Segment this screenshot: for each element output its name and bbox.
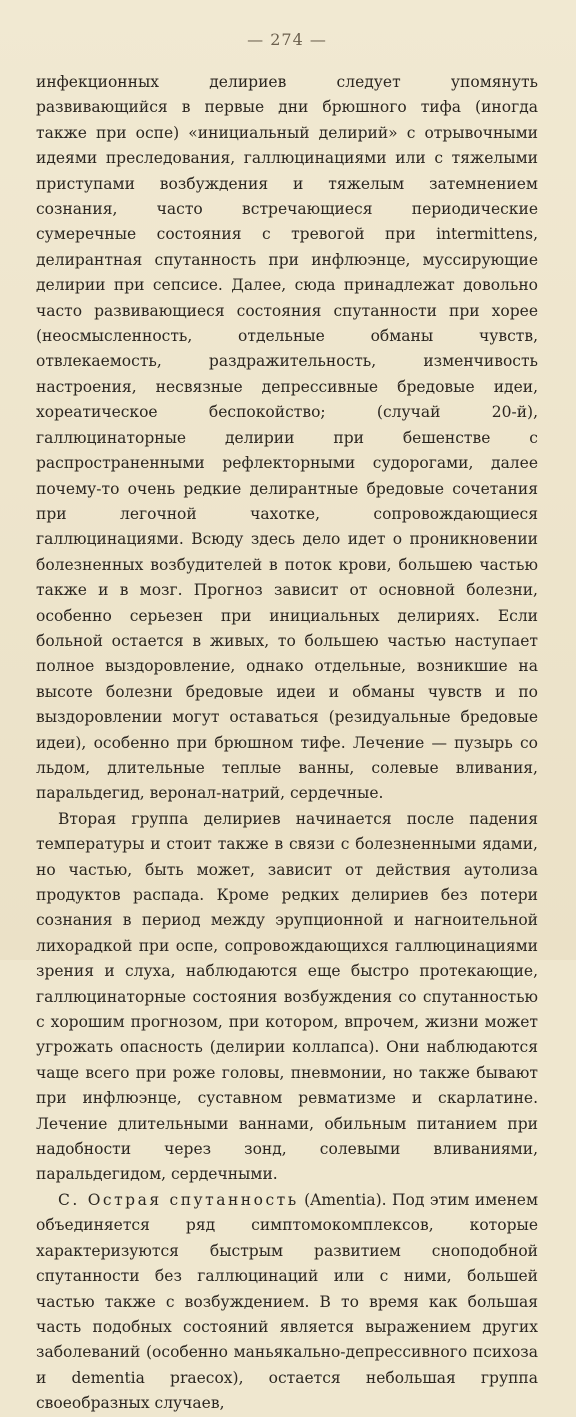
page-number: — 274 —	[247, 30, 327, 49]
paragraph-infectious-delirium: инфекционных делириев следует упомянуть развивающийся в первые дни брюшного тифа (иногда также при оспе) «инициальный делирий» с отрывочными идеями преследования, галлюцинациями или с тяжелыми приступами возбуждения и тяжелым затемнением сознания, часто встречающиеся периодические сумеречные состояния с тревогой при intermittens, делирантная спутанность при инфлюэнце, муссирующие делирии при сепсисе. Далее, сюда принадлежат довольно часто развивающиеся состояния спутанности при хорее (неосмысленность, отдельные обманы чувств, отвлекаемость, раздражительность, изменчивость настроения, несвязные депрессивные бредовые идеи, хореатическое беспокойство; (случай 20-й), галлюцинаторные делирии при бешенстве с распространенными рефлекторными судорогами, далее почему-то очень редкие делирантные бредовые сочетания при легочной чахотке, сопровождающиеся галлюцинациями. Всюду здесь дело идет о проникновении болезненных возбудителей в поток крови, большею частью также и в мозг. Прогноз зависит от основной болезни, особенно серьезен при инициальных делириях. Если больной остается в живых, то большею частью наступает полное выздоровление, однако отдельные, возникшие на высоте болезни бредовые идеи и обманы чувств и по выздоровлении могут оставаться (резидуальные бредовые идеи), особенно при брюшном тифе. Лечение — пузырь со льдом, длительные теплые ванны, солевые вливания, паральдегид, веронал-натрий, сердечные.	[36, 73, 538, 803]
section-heading-acute-confusion: С. Острая спутанность	[58, 1190, 299, 1209]
paragraph-second-group-delirium: Вторая группа делириев начинается после падения температуры и стоит также в связи с болезненными ядами, но частью, быть может, зависит от действия аутолиза продуктов распада. Кроме редких делириев без потери сознания в период между эрупционной и нагноительной лихорадкой при оспе, сопровождающихся галлюцинациями зрения и слуха, наблюдаются еще быстро протекающие, галлюцинаторные состояния возбуждения со спутанностью с хорошим прогнозом, при котором, впрочем, жизни может угрожать опасность (делирии коллапса). Они наблюдаются чаще всего при роже головы, пневмонии, но также бывают при инфлюэнце, суставном ревматизме и скарлатине. Лечение длительными ваннами, обильным питанием при надобности через зонд, солевыми вливаниями, паральдегидом, сердечными.	[36, 809, 538, 1184]
paragraph-amentia	[36, 1188, 538, 1417]
body-text	[36, 70, 538, 1417]
paragraph-amentia-text: (Amentia). Под этим именем объединяется ряд симптомокомплексов, которые характеризуются быстрым развитием сноподобной спутанности без галлюцинаций или с ними, большей частью также с возбуждением. В то время как большая часть подобных состояний является выражением других заболеваний (особенно маньякально-депрессивного психоза и dementia praecox), остается небольшая группа своеобразных случаев,	[36, 1190, 538, 1413]
